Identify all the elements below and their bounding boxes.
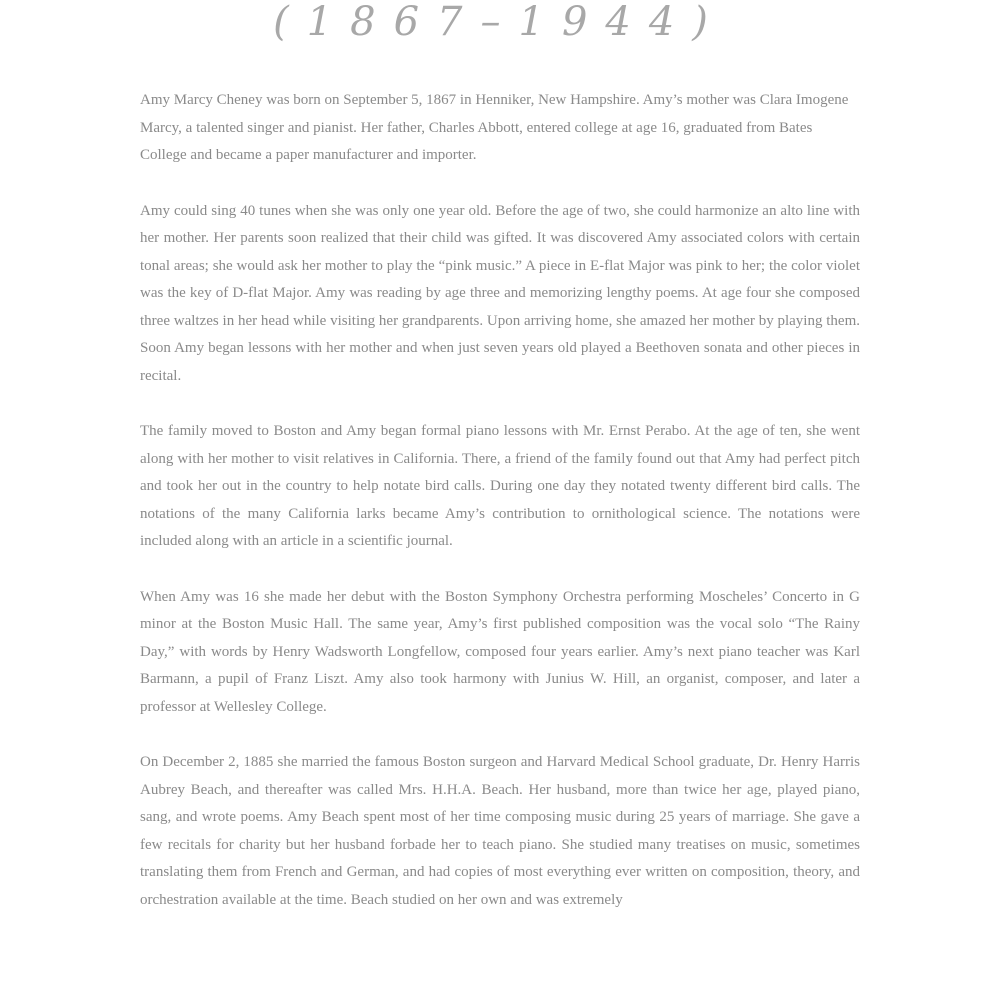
paragraph-debut: When Amy was 16 she made her debut with the Boston Symphony Orchestra performing Moscheles’ Concerto in G minor at the Boston Music Hall. The same year, Amy’s first published composition was the vocal solo “The Rainy Day,” with words by Henry Wadsworth Longfellow, composed four years earlier. Amy’s next piano teacher was Karl Barmann, a pupil of Franz Liszt. Amy also took harmony with Junius W. Hill, an organist, composer, and later a professor at Wellesley College. [140, 588, 860, 715]
paragraph-marriage: On December 2, 1885 she married the famous Boston surgeon and Harvard Medical School graduate, Dr. Henry Harris Aubrey Beach, and thereafter was called Mrs. H.H.A. Beach. Her husband, more than twice her age, played piano, sang, and wrote poems. Amy Beach spent most of her time composing music during 25 years of marriage. She gave a few recitals for charity but her husband forbade her to teach piano. She studied many treatises on music, sometimes translating them from French and German, and had copies of most everything ever written on composition, theory, and orchestration available at the time. Beach studied on her own and was extremely [140, 754, 860, 908]
paragraph-birth: Amy Marcy Cheney was born on September 5, 1867 in Henniker, New Hampshire. Amy’s mother was Clara Imogene Marcy, a talented singer and pianist. Her father, Charles Abbott, entered college at age 16, graduated from Bates College and became a paper manufacturer and importer. [140, 92, 849, 163]
body-text [140, 87, 860, 942]
page-title: (1867–1944) [273, 0, 726, 45]
paragraph-childhood: Amy could sing 40 tunes when she was only one year old. Before the age of two, she could harmonize an alto line with her mother. Her parents soon realized that their child was gifted. It was discovered Amy associated colors with certain tonal areas; she would ask her mother to play the “pink music.” A piece in E-flat Major was pink to her; the color violet was the key of D-flat Major. Amy was reading by age three and memorizing lengthy poems. At age four she composed three waltzes in her head while visiting her grandparents. Upon arriving home, she amazed her mother by playing them. Soon Amy began lessons with her mother and when just seven years old played a Beethoven sonata and other pieces in recital. [140, 202, 860, 384]
paragraph-boston: The family moved to Boston and Amy began formal piano lessons with Mr. Ernst Perabo. At the age of ten, she went along with her mother to visit relatives in California. There, a friend of the family found out that Amy had perfect pitch and took her out in the country to help notate bird calls. During one day they notated twenty different bird calls. The notations of the many California larks became Amy’s contribution to ornithological science. The notations were included along with an article in a scientific journal. [140, 423, 860, 549]
